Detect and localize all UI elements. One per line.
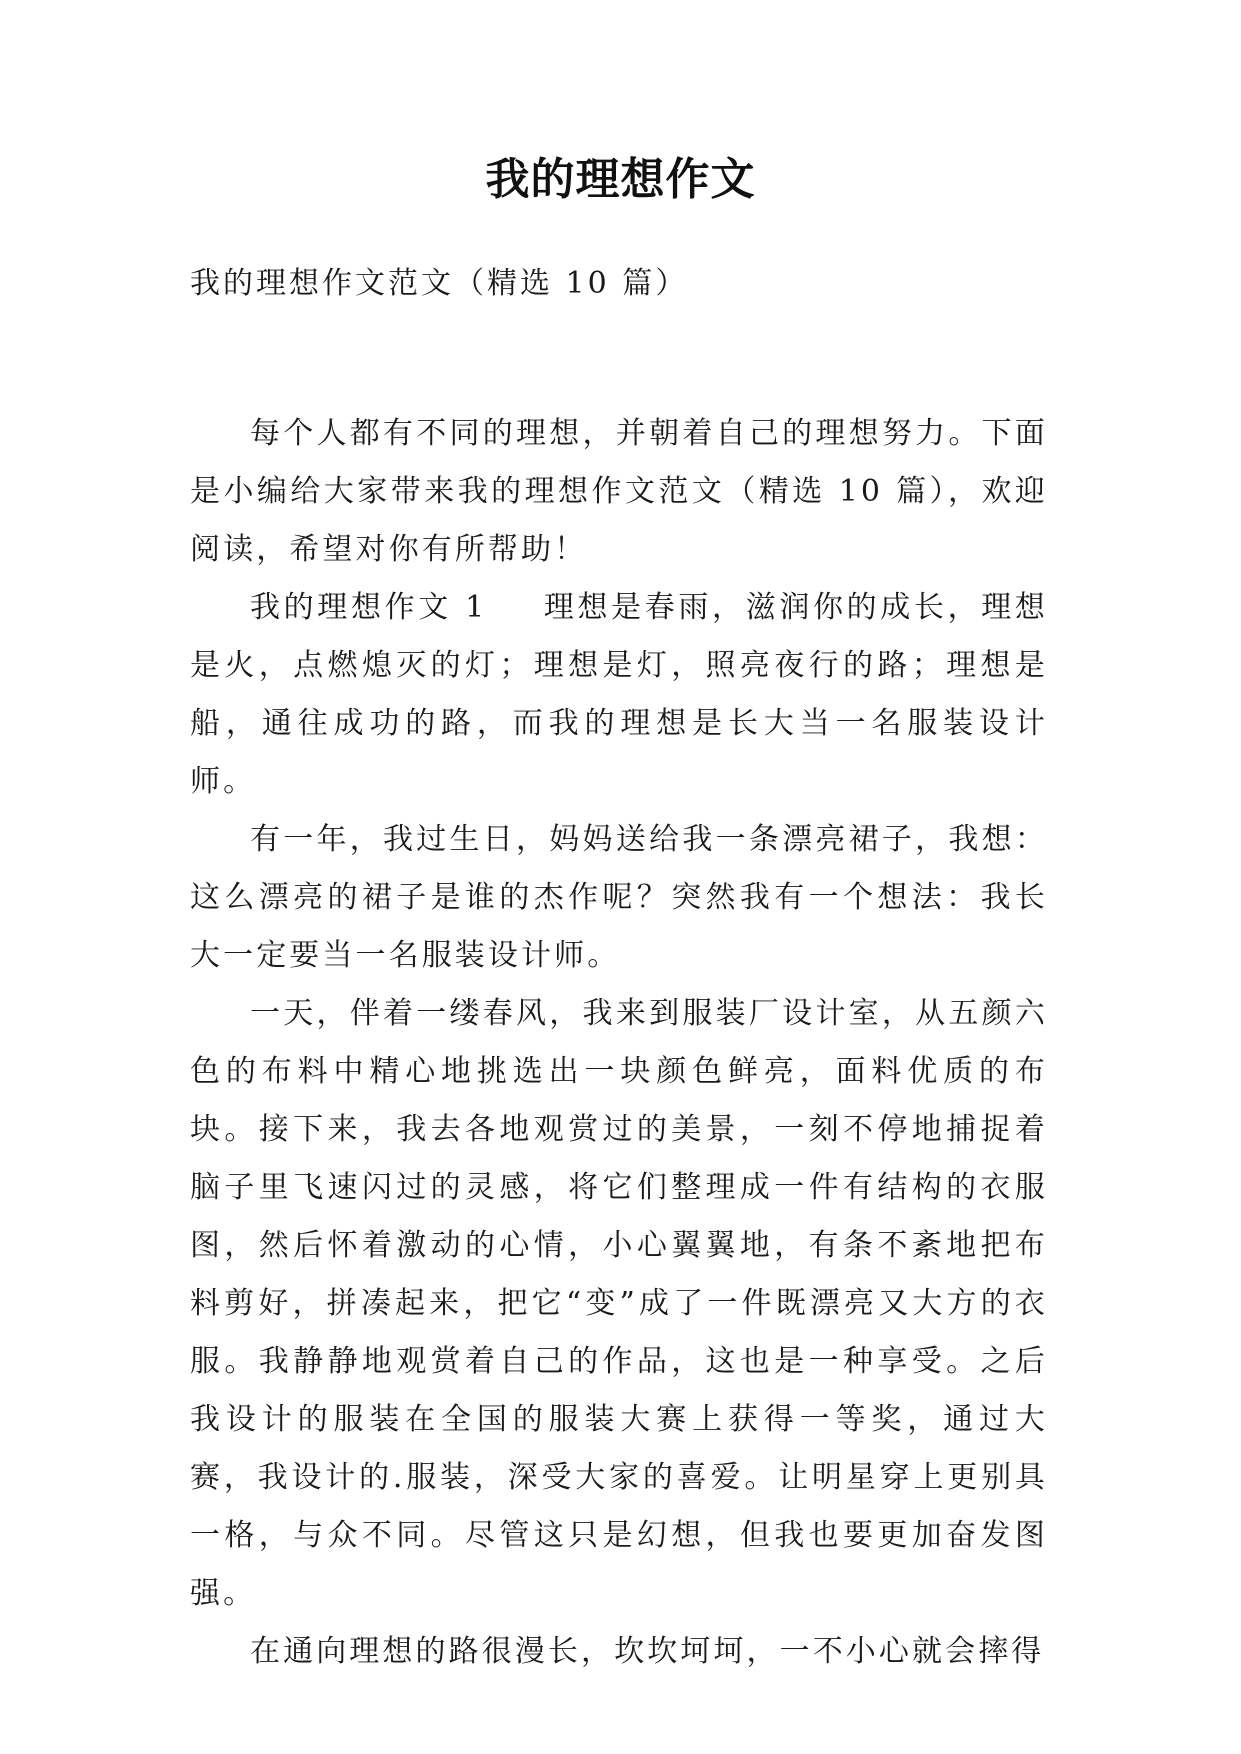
paragraph-intro <box>190 405 1048 579</box>
document-subtitle: 我的理想作文范文（精选 10 篇） <box>190 266 689 301</box>
paragraph-birthday <box>190 811 1048 985</box>
paragraph-text: 一天，伴着一缕春风，我来到服装厂设计室，从五颜六色的布料中精心地挑选出一块颜色鲜亮，面料优质的布块。接下来，我去各地观赏过的美景，一刻不停地捕捉着脑子里飞速闪过的灵感，将它们整理成一件有结构的衣服图，然后怀着激动的心情，小心翼翼地，有条不紊地把布料剪好，拼凑起来，把它“变”成了一件既漂亮又大方的衣服。我静静地观赏着自己的作品，这也是一种享受。之后我设计的服装在全国的服装大赛上获得一等奖，通过大赛，我设计的.服装，深受大家的喜爱。让明星穿上更别具一格，与众不同。尽管这只是幻想，但我也要更加奋发图强。 <box>190 996 1048 1611</box>
paragraph-essay-1 <box>190 579 1048 811</box>
document-title: 我的理想作文 <box>485 154 756 205</box>
essay-heading: 我的理想作文 1 <box>250 590 488 625</box>
paragraph-design-studio <box>190 985 1048 1623</box>
paragraph-text: 在通向理想的路很漫长，坎坎坷坷，一不小心就会摔得 <box>250 1634 1045 1669</box>
paragraph-text: 理想是春雨，滋润你的成长，理想是火，点燃熄灭的灯；理想是灯，照亮夜行的路；理想是船，通往成功的路，而我的理想是长大当一名服装设计师。 <box>190 590 1048 799</box>
document-body <box>190 405 1048 1681</box>
paragraph-road <box>190 1623 1048 1681</box>
paragraph-text: 有一年，我过生日，妈妈送给我一条漂亮裙子，我想：这么漂亮的裙子是谁的杰作呢？突然我有一个想法：我长大一定要当一名服装设计师。 <box>190 822 1048 973</box>
paragraph-text: 每个人都有不同的理想，并朝着自己的理想努力。下面是小编给大家带来我的理想作文范文（精选 10 篇），欢迎阅读，希望对你有所帮助！ <box>190 416 1048 567</box>
